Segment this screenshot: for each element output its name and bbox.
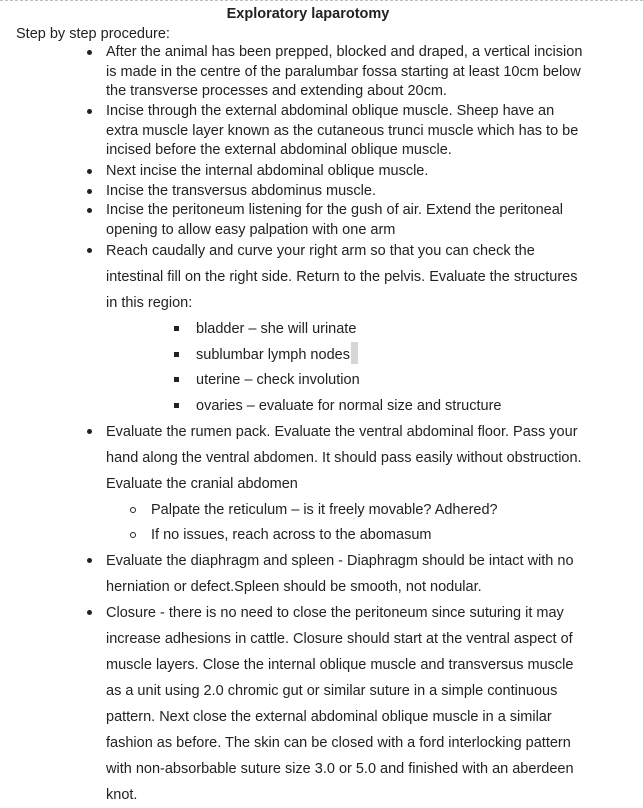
square-bullet-icon [174, 326, 179, 331]
bullet-icon [87, 208, 92, 213]
intro-line: Step by step procedure: [16, 26, 170, 42]
text-cursor [351, 342, 358, 364]
step-text: Incise through the external abdominal oblique muscle. Sheep have an extra muscle layer known as the cutaneous trunci muscle which has to be incised before the external abdominal oblique muscle. [106, 103, 579, 159]
bullet-icon [87, 169, 92, 174]
step-text: Incise the peritoneum listening for the gush of air. Extend the peritoneal opening to allow easy palpation with one arm [106, 202, 564, 238]
sub-item-text-wrap [196, 342, 358, 368]
square-bullet-icon [174, 403, 179, 408]
sub-item-text: sublumbar lymph nodes [196, 347, 350, 363]
step-text: After the animal has been prepped, blocked and draped, a vertical incision is made in the centre of the paralumbar fossa starting at least 10cm below the transverse processes and extending about 20cm. [106, 44, 583, 100]
step-text: Evaluate the diaphragm and spleen - Diaphragm should be intact with no herniation or defect.Spleen should be smooth, not nodular. [106, 553, 574, 595]
bullet-icon [87, 610, 92, 615]
square-bullet-icon [174, 352, 179, 357]
sub-item-text: bladder – she will urinate [196, 321, 357, 337]
page-top-border [0, 0, 643, 1]
bullet-icon [87, 189, 92, 194]
circle-bullet-icon [130, 532, 136, 538]
step-text: Reach caudally and curve your right arm so that you can check the intestinal fill on the right side. Return to the pelvis. Evaluate the structures in this region: [106, 243, 578, 311]
bullet-icon [87, 429, 92, 434]
document-title: Exploratory laparotomy [226, 6, 390, 22]
step-text: Next incise the internal abdominal oblique muscle. [106, 163, 429, 179]
sub-item-text: uterine – check involution [196, 372, 360, 388]
sub-item-text: If no issues, reach across to the abomasum [151, 527, 432, 543]
step-text: Closure - there is no need to close the peritoneum since suturing it may increase adhesions in cattle. Closure should start at the ventral aspect of muscle layers. Close the internal oblique muscle and transversus muscle as a unit using 2.0 chromic gut or similar suture in a simple continuous pattern. Next close the external abdominal oblique muscle in a similar fashion as before. The skin can be closed with a ford interlocking pattern with non-absorbable suture size 3.0 or 5.0 and finished with an aberdeen knot. [106, 605, 574, 803]
circle-bullet-icon [130, 507, 136, 513]
bullet-icon [87, 109, 92, 114]
bullet-icon [87, 50, 92, 55]
step-text: Evaluate the rumen pack. Evaluate the ventral abdominal floor. Pass your hand along the ventral abdomen. It should pass easily without obstruction. Evaluate the cranial abdomen [106, 424, 582, 492]
sub-item-text: ovaries – evaluate for normal size and structure [196, 398, 502, 414]
bullet-icon [87, 558, 92, 563]
sub-item-text: Palpate the reticulum – is it freely movable? Adhered? [151, 502, 498, 518]
step-text: Incise the transversus abdominus muscle. [106, 183, 376, 199]
bullet-icon [87, 248, 92, 253]
square-bullet-icon [174, 377, 179, 382]
